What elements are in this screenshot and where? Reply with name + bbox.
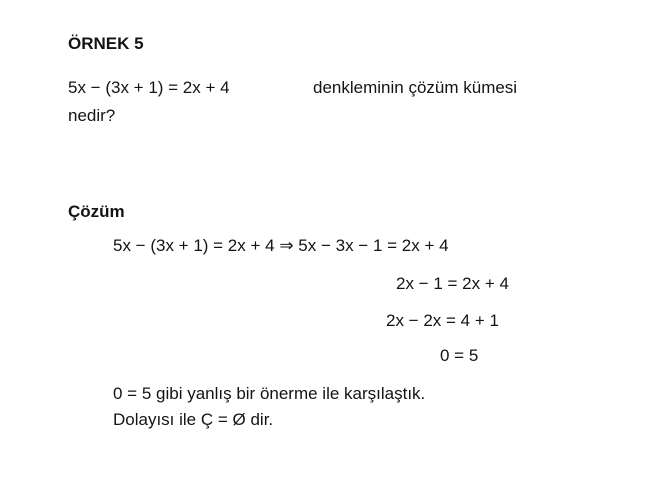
- solution-step-3: 2x − 2x = 4 + 1: [386, 311, 499, 330]
- question-text-line1: denkleminin çözüm kümesi: [313, 78, 518, 97]
- solution-step-2: 2x − 1 = 2x + 4: [396, 274, 509, 293]
- question-text-line2: nedir?: [68, 106, 116, 125]
- solution-step-4: 0 = 5: [440, 346, 479, 365]
- example-title: ÖRNEK 5: [68, 34, 144, 53]
- question-equation: 5x − (3x + 1) = 2x + 4: [68, 78, 230, 97]
- solution-step-1: 5x − (3x + 1) = 2x + 4 ⇒ 5x − 3x − 1 = 2x + 4: [113, 236, 449, 255]
- solution-title: Çözüm: [68, 202, 125, 221]
- conclusion-line-1: 0 = 5 gibi yanlış bir önerme ile karşılaştık.: [113, 384, 426, 403]
- conclusion-line-2: Dolayısı ile Ç = Ø dir.: [113, 410, 274, 429]
